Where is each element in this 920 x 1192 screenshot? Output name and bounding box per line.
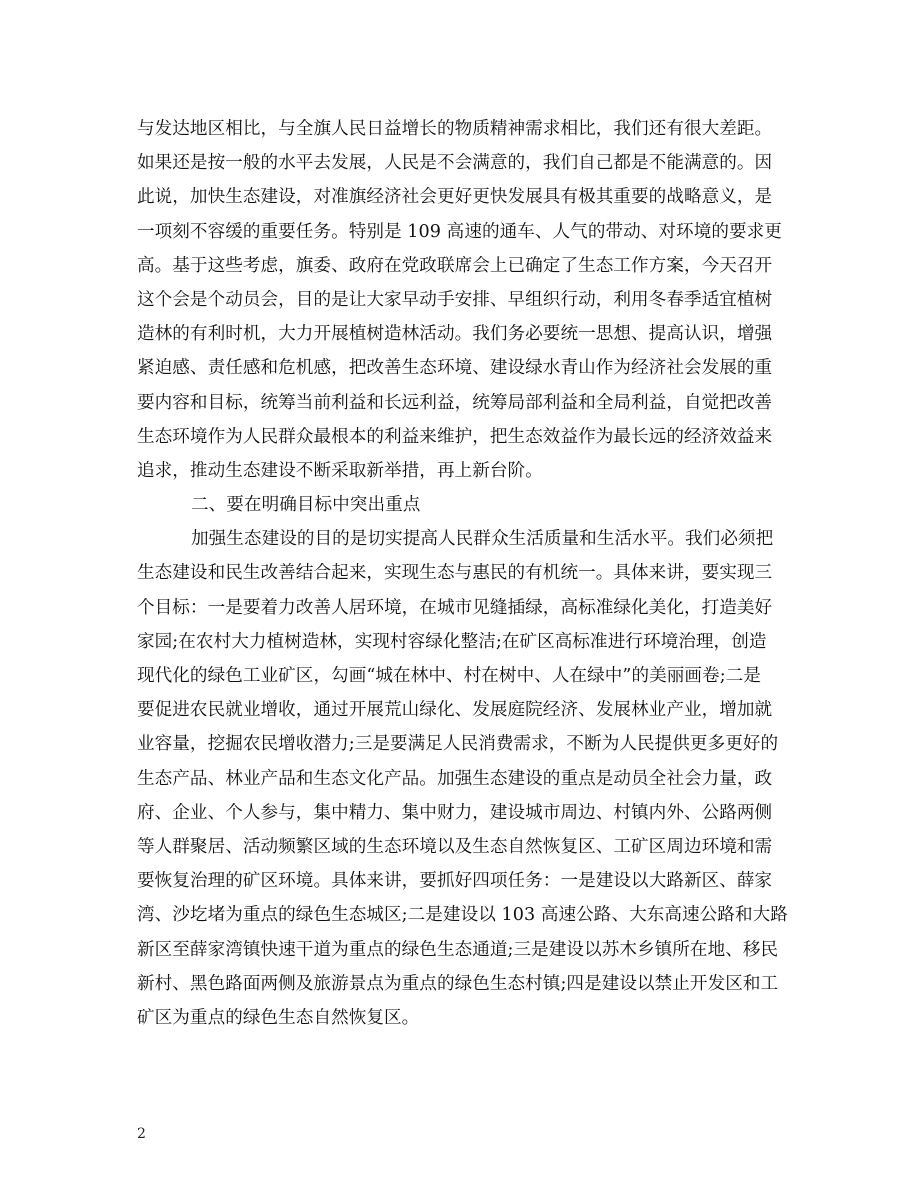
text-line: 湾、沙圪堵为重点的绿色生态城区;二是建设以 103 高速公路、大东高速公路和大路 [137, 905, 788, 926]
text-line: 追求，推动生态建设不断采取新举措，再上新台阶。 [137, 460, 543, 481]
text-line: 造林的有利时机，大力开展植树造林活动。我们务必要统一思想、提高认识，增强 [137, 324, 773, 345]
text-line: 紧迫感、责任感和危机感，把改善生态环境、建设绿水青山作为经济社会发展的重 [137, 358, 773, 379]
text-line: 家园;在农村大力植树造林，实现村容绿化整洁;在矿区高标准进行环境治理，创造 [137, 631, 767, 652]
text-line: 生态产品、林业产品和生态文化产品。加强生态建设的重点是动员全社会力量，政 [137, 768, 773, 789]
text-line: 要内容和目标，统筹当前利益和长远利益，统筹局部利益和全局利益，自觉把改善 [137, 392, 773, 413]
text-line: 要促进农民就业增收，通过开展荒山绿化、发展庭院经济、发展林业产业，增加就 [137, 700, 773, 721]
text-line: 加强生态建设的目的是切实提高人民群众生活质量和生活水平。我们必须把 [191, 529, 774, 550]
text-line: 矿区为重点的绿色生态自然恢复区。 [137, 1007, 420, 1028]
text-line: 要恢复治理的矿区环境。具体来讲，要抓好四项任务：一是建设以大路新区、薛家 [137, 871, 773, 892]
text-line: 新区至薛家湾镇快速干道为重点的绿色生态通道;三是建设以苏木乡镇所在地、移民 [137, 939, 779, 960]
body-text [137, 112, 787, 1035]
text-line: 个目标：一是要着力改善人居环境，在城市见缝插绿，高标准绿化美化，打造美好 [137, 597, 773, 618]
text-line: 如果还是按一般的水平去发展，人民是不会满意的，我们自己都是不能满意的。因 [137, 153, 773, 174]
page-number: 2 [137, 1126, 146, 1142]
text-line: 高。基于这些考虑，旗委、政府在党政联席会上已确定了生态工作方案，今天召开 [137, 255, 773, 276]
text-line: 一项刻不容缓的重要任务。特别是 109 高速的通车、人气的带动、对环境的要求更 [137, 221, 782, 242]
text-line: 这个会是个动员会，目的是让大家早动手安排、早组织行动，利用冬春季适宜植树 [137, 289, 773, 310]
text-line: 等人群聚居、活动频繁区域的生态环境以及生态自然恢复区、工矿区周边环境和需 [137, 836, 773, 857]
section-heading: 二、要在明确目标中突出重点 [191, 495, 421, 516]
text-line: 生态环境作为人民群众最根本的利益来维护，把生态效益作为最长远的经济效益来 [137, 426, 773, 447]
text-line: 此说，加快生态建设，对准旗经济社会更好更快发展具有极其重要的战略意义，是 [137, 187, 773, 208]
text-line: 现代化的绿色工业矿区，勾画“城在林中、村在树中、人在绿中”的美丽画卷;二是 [137, 666, 761, 686]
text-line: 府、企业、个人参与，集中精力、集中财力，建设城市周边、村镇内外、公路两侧 [137, 802, 773, 823]
text-line: 与发达地区相比，与全旗人民日益增长的物质精神需求相比，我们还有很大差距。 [137, 119, 773, 139]
text-line: 业容量，挖掘农民增收潜力;三是要满足人民消费需求，不断为人民提供更多更好的 [137, 734, 779, 755]
text-line: 新村、黑色路面两侧及旅游景点为重点的绿色生态村镇;四是建设以禁止开发区和工 [137, 973, 779, 994]
text-line: 生态建设和民生改善结合起来，实现生态与惠民的有机统一。具体来讲，要实现三 [137, 563, 773, 584]
